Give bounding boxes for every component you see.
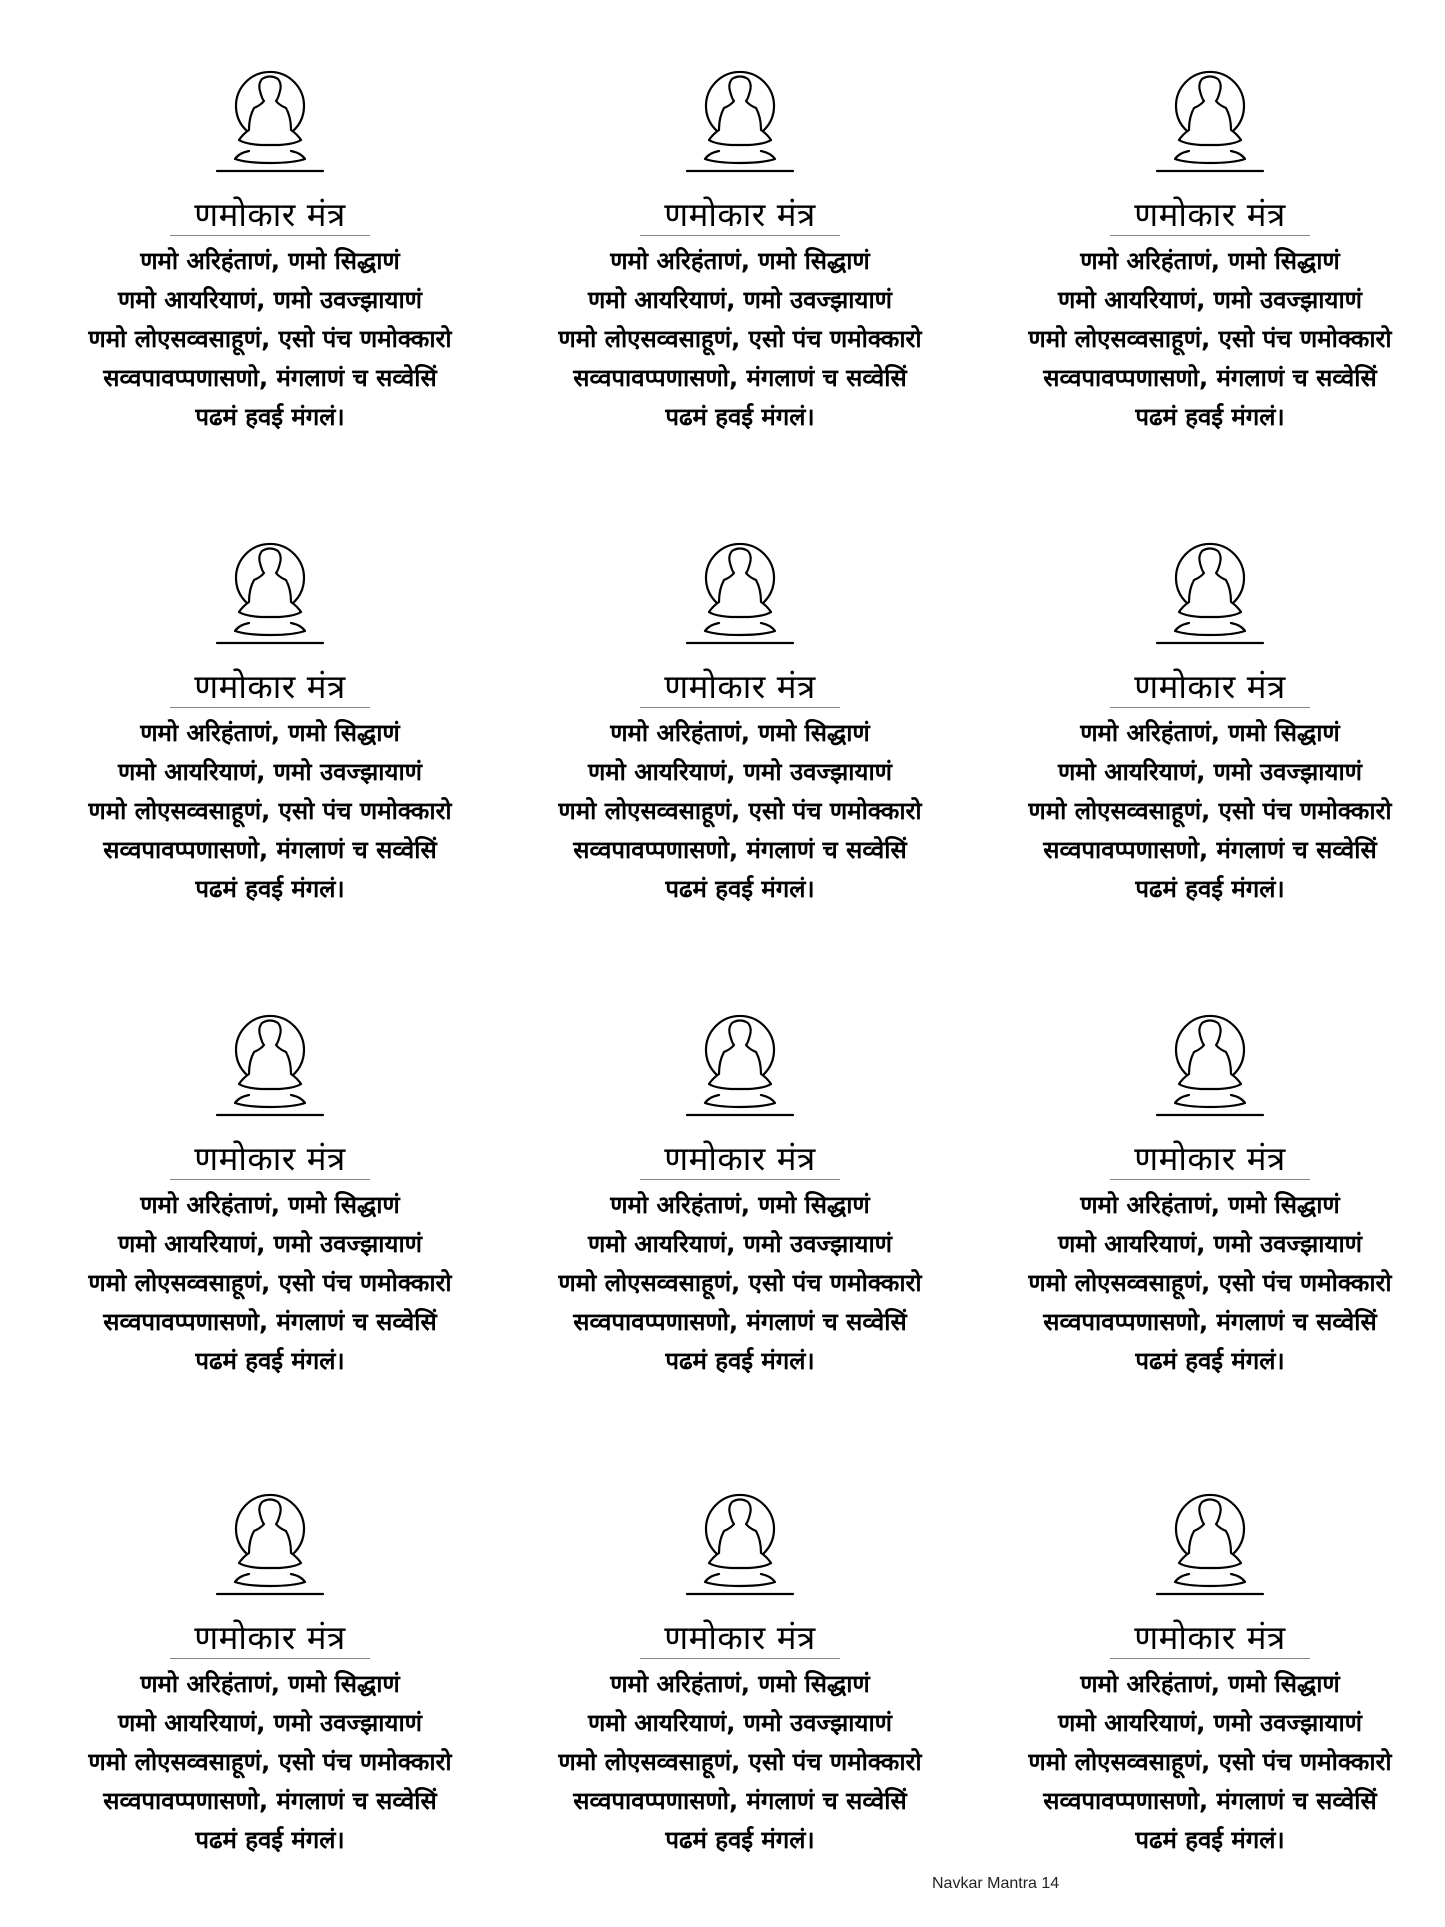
card-title: णमोकार मंत्र (1134, 667, 1286, 706)
mantra-card (505, 527, 975, 947)
title-underline (640, 707, 840, 708)
meditating-tirthankara-icon (1145, 1478, 1275, 1596)
mantra-line-5: पढमं हवई मंगलं। (1135, 875, 1285, 903)
mantra-line-2: णमो आयरियाणं, णमो उवज्झायाणं (1057, 1709, 1363, 1737)
title-underline (170, 1179, 370, 1180)
mantra-line-5: पढमं हवई मंगलं। (1135, 403, 1285, 431)
mantra-line-2: णमो आयरियाणं, णमो उवज्झायाणं (1057, 286, 1363, 314)
meditating-tirthankara-icon (205, 999, 335, 1117)
mantra-line-4: सव्वपावप्पणासणो, मंगलाणं च सव्वेसिं (103, 836, 437, 864)
mantra-line-4: सव्वपावप्पणासणो, मंगलाणं च सव्वेसिं (1043, 1787, 1377, 1815)
mantra-card (505, 55, 975, 475)
mantra-line-5: पढमं हवई मंगलं। (195, 1347, 345, 1375)
title-underline (1110, 1179, 1310, 1180)
card-title: णमोकार मंत्र (194, 195, 346, 234)
title-underline (1110, 707, 1310, 708)
mantra-line-3: णमो लोएसव्वसाहूणं, एसो पंच णमोक्कारो (558, 797, 922, 825)
mantra-line-1: णमो अरिहंताणं, णमो सिद्धाणं (1080, 1191, 1340, 1219)
mantra-line-1: णमो अरिहंताणं, णमो सिद्धाणं (1080, 247, 1340, 275)
mantra-line-2: णमो आयरियाणं, णमो उवज्झायाणं (587, 286, 893, 314)
mantra-line-1: णमो अरिहंताणं, णमो सिद्धाणं (140, 1670, 400, 1698)
mantra-line-5: पढमं हवई मंगलं। (665, 1826, 815, 1854)
mantra-line-4: सव्वपावप्पणासणो, मंगलाणं च सव्वेसिं (103, 1787, 437, 1815)
mantra-card (975, 1478, 1445, 1898)
mantra-line-3: णमो लोएसव्वसाहूणं, एसो पंच णमोक्कारो (88, 1748, 452, 1776)
mantra-line-4: सव्वपावप्पणासणो, मंगलाणं च सव्वेसिं (1043, 836, 1377, 864)
card-title: णमोकार मंत्र (1134, 1139, 1286, 1178)
mantra-line-1: णमो अरिहंताणं, णमो सिद्धाणं (140, 719, 400, 747)
mantra-card (975, 999, 1445, 1419)
mantra-card (975, 527, 1445, 947)
mantra-card (35, 527, 505, 947)
mantra-line-4: सव्वपावप्पणासणो, मंगलाणं च सव्वेसिं (103, 1308, 437, 1336)
card-title: णमोकार मंत्र (664, 1618, 816, 1657)
mantra-card (35, 1478, 505, 1898)
mantra-line-3: णमो लोएसव्वसाहूणं, एसो पंच णमोक्कारो (88, 1269, 452, 1297)
mantra-line-3: णमो लोएसव्वसाहूणं, एसो पंच णमोक्कारो (1028, 1269, 1392, 1297)
title-underline (170, 707, 370, 708)
mantra-line-3: णमो लोएसव्वसाहूणं, एसो पंच णमोक्कारो (558, 1269, 922, 1297)
mantra-line-2: णमो आयरियाणं, णमो उवज्झायाणं (587, 758, 893, 786)
mantra-line-1: णमो अरिहंताणं, णमो सिद्धाणं (610, 1191, 870, 1219)
card-title: णमोकार मंत्र (194, 1139, 346, 1178)
mantra-line-2: णमो आयरियाणं, णमो उवज्झायाणं (117, 758, 423, 786)
mantra-line-4: सव्वपावप्पणासणो, मंगलाणं च सव्वेसिं (103, 364, 437, 392)
mantra-line-1: णमो अरिहंताणं, णमो सिद्धाणं (1080, 1670, 1340, 1698)
title-underline (1110, 235, 1310, 236)
mantra-line-4: सव्वपावप्पणासणो, मंगलाणं च सव्वेसिं (573, 1308, 907, 1336)
mantra-line-5: पढमं हवई मंगलं। (665, 403, 815, 431)
card-title: णमोकार मंत्र (664, 667, 816, 706)
title-underline (170, 1658, 370, 1659)
mantra-line-3: णमो लोएसव्वसाहूणं, एसो पंच णमोक्कारो (1028, 1748, 1392, 1776)
mantra-card (505, 1478, 975, 1898)
mantra-line-3: णमो लोएसव्वसाहूणं, एसो पंच णमोक्कारो (88, 797, 452, 825)
mantra-card (505, 999, 975, 1419)
title-underline (1110, 1658, 1310, 1659)
mantra-line-4: सव्वपावप्पणासणो, मंगलाणं च सव्वेसिं (573, 364, 907, 392)
mantra-line-5: पढमं हवई मंगलं। (1135, 1826, 1285, 1854)
mantra-line-2: णमो आयरियाणं, णमो उवज्झायाणं (117, 1230, 423, 1258)
mantra-line-2: णमो आयरियाणं, णमो उवज्झायाणं (1057, 758, 1363, 786)
meditating-tirthankara-icon (205, 1478, 335, 1596)
mantra-line-2: णमो आयरियाणं, णमो उवज्झायाणं (1057, 1230, 1363, 1258)
mantra-line-3: णमो लोएसव्वसाहूणं, एसो पंच णमोक्कारो (88, 325, 452, 353)
mantra-line-5: पढमं हवई मंगलं। (665, 875, 815, 903)
title-underline (640, 1658, 840, 1659)
mantra-line-1: णमो अरिहंताणं, णमो सिद्धाणं (140, 1191, 400, 1219)
meditating-tirthankara-icon (675, 55, 805, 173)
mantra-line-1: णमो अरिहंताणं, णमो सिद्धाणं (610, 247, 870, 275)
mantra-line-2: णमो आयरियाणं, णमो उवज्झायाणं (117, 1709, 423, 1737)
card-title: णमोकार मंत्र (194, 667, 346, 706)
meditating-tirthankara-icon (675, 527, 805, 645)
meditating-tirthankara-icon (675, 999, 805, 1117)
mantra-line-5: पढमं हवई मंगलं। (665, 1347, 815, 1375)
page-footer: Navkar Mantra 14 (932, 1875, 1060, 1892)
mantra-line-1: णमो अरिहंताणं, णमो सिद्धाणं (610, 1670, 870, 1698)
mantra-line-4: सव्वपावप्पणासणो, मंगलाणं च सव्वेसिं (573, 836, 907, 864)
mantra-line-3: णमो लोएसव्वसाहूणं, एसो पंच णमोक्कारो (558, 325, 922, 353)
mantra-line-4: सव्वपावप्पणासणो, मंगलाणं च सव्वेसिं (1043, 364, 1377, 392)
title-underline (640, 235, 840, 236)
mantra-line-5: पढमं हवई मंगलं। (195, 875, 345, 903)
mantra-line-5: पढमं हवई मंगलं। (195, 403, 345, 431)
mantra-line-1: णमो अरिहंताणं, णमो सिद्धाणं (610, 719, 870, 747)
card-title: णमोकार मंत्र (664, 195, 816, 234)
mantra-line-4: सव्वपावप्पणासणो, मंगलाणं च सव्वेसिं (1043, 1308, 1377, 1336)
mantra-line-3: णमो लोएसव्वसाहूणं, एसो पंच णमोक्कारो (1028, 325, 1392, 353)
mantra-line-1: णमो अरिहंताणं, णमो सिद्धाणं (140, 247, 400, 275)
mantra-line-3: णमो लोएसव्वसाहूणं, एसो पंच णमोक्कारो (1028, 797, 1392, 825)
mantra-card (35, 999, 505, 1419)
meditating-tirthankara-icon (1145, 55, 1275, 173)
mantra-line-4: सव्वपावप्पणासणो, मंगलाणं च सव्वेसिं (573, 1787, 907, 1815)
title-underline (170, 235, 370, 236)
meditating-tirthankara-icon (1145, 999, 1275, 1117)
mantra-line-2: णमो आयरियाणं, णमो उवज्झायाणं (587, 1230, 893, 1258)
mantra-line-3: णमो लोएसव्वसाहूणं, एसो पंच णमोक्कारो (558, 1748, 922, 1776)
mantra-line-5: पढमं हवई मंगलं। (195, 1826, 345, 1854)
meditating-tirthankara-icon (675, 1478, 805, 1596)
meditating-tirthankara-icon (205, 527, 335, 645)
mantra-card (35, 55, 505, 475)
meditating-tirthankara-icon (205, 55, 335, 173)
card-title: णमोकार मंत्र (1134, 1618, 1286, 1657)
title-underline (640, 1179, 840, 1180)
mantra-card (975, 55, 1445, 475)
mantra-line-2: णमो आयरियाणं, णमो उवज्झायाणं (587, 1709, 893, 1737)
mantra-line-1: णमो अरिहंताणं, णमो सिद्धाणं (1080, 719, 1340, 747)
mantra-line-2: णमो आयरियाणं, णमो उवज्झायाणं (117, 286, 423, 314)
card-title: णमोकार मंत्र (194, 1618, 346, 1657)
card-title: णमोकार मंत्र (664, 1139, 816, 1178)
card-title: णमोकार मंत्र (1134, 195, 1286, 234)
meditating-tirthankara-icon (1145, 527, 1275, 645)
mantra-line-5: पढमं हवई मंगलं। (1135, 1347, 1285, 1375)
